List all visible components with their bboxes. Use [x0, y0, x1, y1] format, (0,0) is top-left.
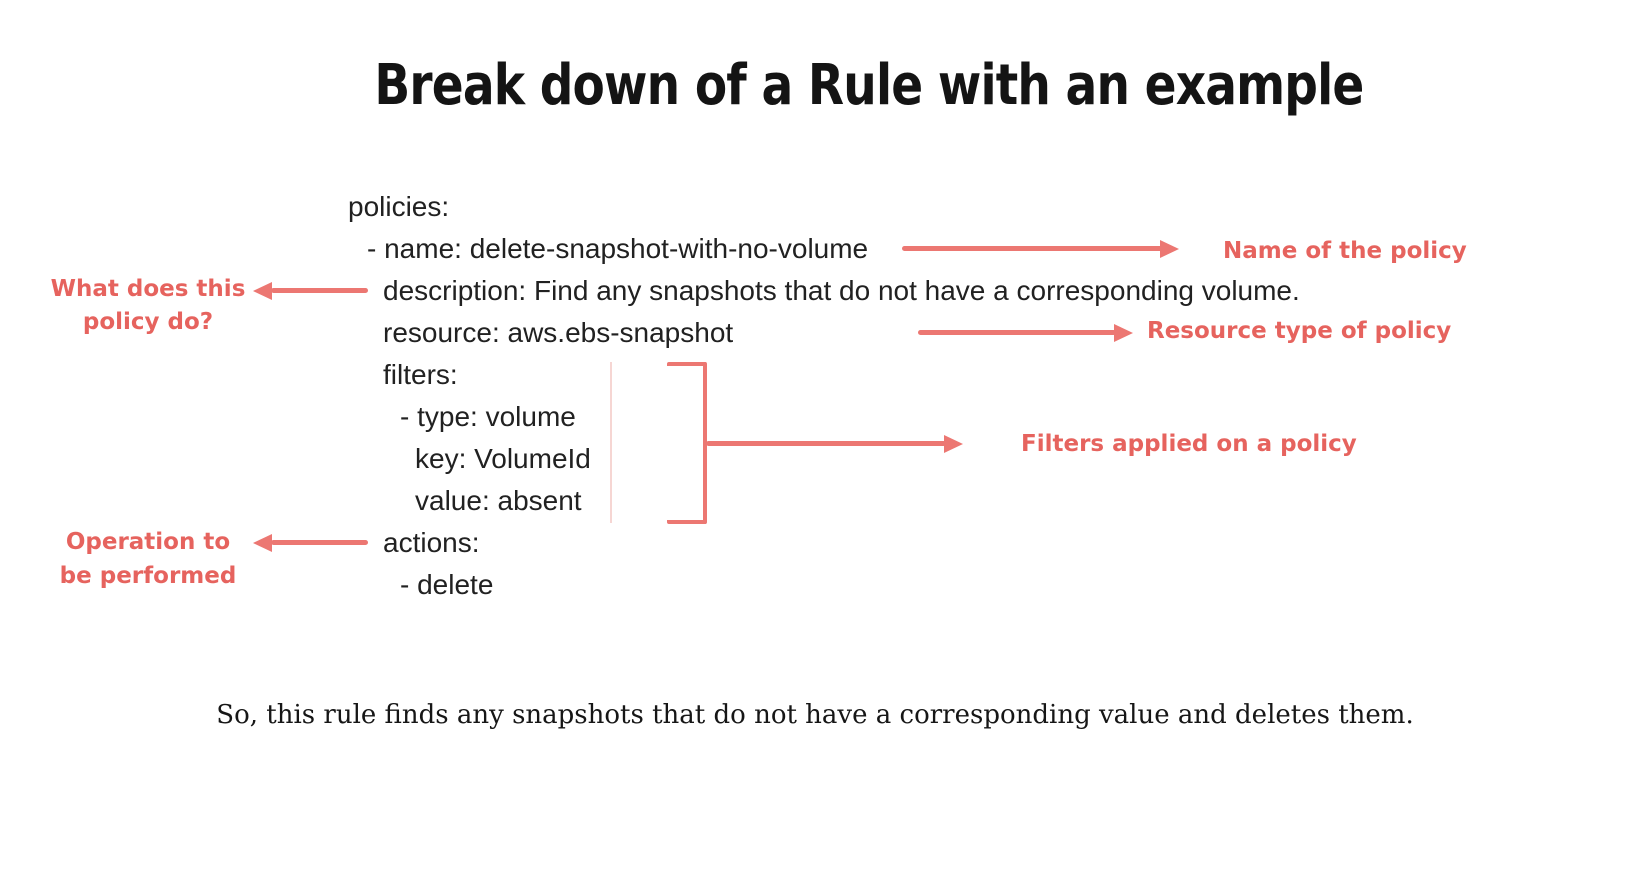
code-line-description: description: Find any snapshots that do not have a corresponding volume. [383, 275, 1300, 306]
arrow-shaft [271, 288, 368, 293]
resource-type-label: Resource type of policy [1147, 318, 1452, 344]
operation-label-line2: be performed [59, 563, 237, 589]
policy-description-label [38, 273, 258, 339]
arrow-shaft [902, 246, 1164, 251]
policy-description-label-line1: What does this [50, 276, 246, 302]
filters-divider-line [610, 362, 612, 523]
code-line-resource: resource: aws.ebs-snapshot [383, 317, 734, 348]
policy-description-label-line2: policy do? [82, 309, 214, 335]
code-line-key: key: VolumeId [415, 443, 591, 474]
arrow-shaft [706, 441, 946, 446]
arrow-shaft [271, 540, 368, 545]
code-line-delete: - delete [400, 569, 494, 600]
code-line-value: value: absent [415, 485, 582, 516]
code-line-actions: actions: [383, 527, 480, 558]
code-line-filters: filters: [383, 359, 458, 390]
code-line-name: - name: delete-snapshot-with-no-volume [367, 233, 869, 264]
footer-summary: So, this rule finds any snapshots that do not have a corresponding value and deletes them. [216, 700, 1414, 730]
right-arrowhead-icon [1160, 240, 1179, 258]
page-title: Break down of a Rule with an example [374, 53, 1364, 118]
arrow-shaft [918, 330, 1116, 335]
filters-applied-label: Filters applied on a policy [1021, 431, 1357, 457]
operation-label-line1: Operation to [65, 529, 231, 555]
operation-label [38, 525, 258, 593]
code-line-type: - type: volume [400, 401, 576, 432]
right-arrowhead-icon [944, 435, 963, 453]
name-policy-label: Name of the policy [1223, 238, 1467, 264]
right-arrowhead-icon [1114, 324, 1133, 342]
code-line-policies: policies: [348, 191, 450, 222]
filters-bracket [667, 362, 707, 524]
